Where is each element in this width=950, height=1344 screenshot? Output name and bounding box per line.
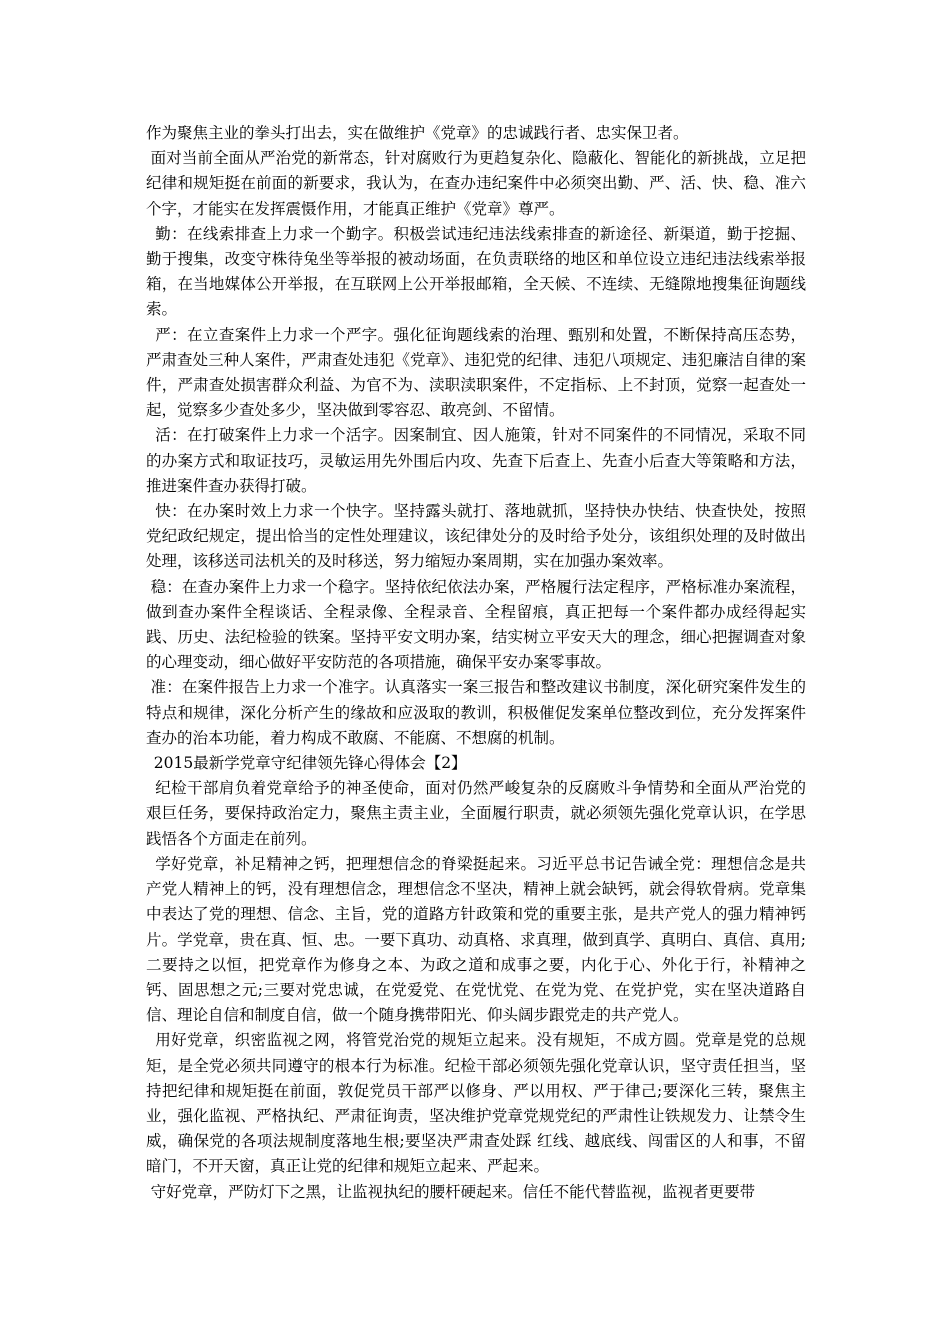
section-heading: 2015最新学党章守纪律领先锋心得体会【2】	[153, 754, 467, 773]
paragraph-new-normal: 面对当前全面从严治党的新常态，针对腐败行为更趋复杂化、隐蔽化、智能化的新挑战，立足把纪律和规矩挺在前面的新要求，我认为，在查办违纪案件中必须突出勤、严、活、快、稳、准六个字，才能实在发挥震慑作用，才能真正维护《党章》尊严。	[146, 149, 806, 218]
paragraph-learn-charter: 学好党章，补足精神之钙，把理想信念的脊梁挺起来。习近平总书记告诫全党：理想信念是共产党人精神上的钙，没有理想信念，理想信念不坚决，精神上就会缺钙，就会得软骨病。党章集中表达了党的理想、信念、主旨，党的道路方针政策和党的重要主张，是共产党人的强力精神钙片。学党章，贵在真、恒、忠。一要下真功、动真格、求真理，做到真学、真明白、真信、真用;二要持之以恒，把党章作为修身之本、为政之道和成事之要，内化于心、外化于行，补精神之钙、固思想之元;三要对党忠诚，在党爱党、在党忧党、在党为党、在党护党，实在坚决道路自信、理论自信和制度自信，做一个随身携带阳光、仰头阔步跟党走的共产党人。	[146, 854, 806, 1025]
paragraph-zhun: 准：在案件报告上力求一个准字。认真落实一案三报告和整改建议书制度，深化研究案件发生的特点和规律，深化分析产生的缘故和应汲取的教训，积极催促发案单位整改到位，充分发挥案件查办的治本功能，着力构成不敢腐、不能腐、不想腐的机制。	[146, 678, 806, 747]
paragraph-wen: 稳：在查办案件上力求一个稳字。坚持依纪依法办案，严格履行法定程序，严格标准办案流程，做到查办案件全程谈话、全程录像、全程录音、全程留痕，真正把每一个案件都办成经得起实践、历史、法纪检验的铁案。坚持平安文明办案，结实树立平安天大的理念，细心把握调查对象的心理变动，细心做好平安防范的各项措施，确保平安办案零事故。	[146, 577, 806, 672]
paragraph-qin: 勤：在线索排查上力求一个勤字。积极尝试违纪违法线索排查的新途径、新渠道，勤于挖掘、勤于搜集，改变守株待兔坐等举报的被动场面，在负责联络的地区和单位设立违纪违法线索举报箱，在当地媒体公开举报，在互联网上公开举报邮箱，全天候、不连续、无缝隙地搜集征询题线索。	[146, 224, 806, 319]
paragraph-kuai: 快：在办案时效上力求一个快字。坚持露头就打、落地就抓，坚持快办快结、快查快处，按照党纪政纪规定，提出恰当的定性处理建议，该纪律处分的及时给予处分，该组织处理的及时做出处理，该移送司法机关的及时移送，努力缩短办案周期，实在加强办案效率。	[146, 502, 806, 571]
paragraph-huo: 活：在打破案件上力求一个活字。因案制宜、因人施策，针对不同案件的不同情况，采取不同的办案方式和取证技巧，灵敏运用先外围后内攻、先查下后查上、先查小后查大等策略和方法，推进案件查办获得打破。	[146, 426, 806, 495]
paragraph-intro-continuation: 作为聚焦主业的拳头打出去，实在做维护《党章》的忠诚践行者、忠实保卫者。	[146, 124, 689, 142]
paragraph-guard-charter: 守好党章，严防灯下之黑，让监视执纪的腰杆硬起来。信任不能代替监视，监视者更要带	[150, 1182, 756, 1201]
document-body	[146, 121, 806, 1205]
paragraph-yan: 严：在立查案件上力求一个严字。强化征询题线索的治理、甄别和处置，不断保持高压态势，严肃查处三种人案件，严肃查处违犯《党章》、违犯党的纪律、违犯八项规定、违犯廉洁自律的案件，严肃查处损害群众利益、为官不为、渎职渎职案件，不定指标、上不封顶，觉察一起查处一起，觉察多少查处多少，坚决做到零容忍、敢亮剑、不留情。	[146, 325, 806, 420]
paragraph-mission: 纪检干部肩负着党章给予的神圣使命，面对仍然严峻复杂的反腐败斗争情势和全面从严治党的艰巨任务，要保持政治定力，聚焦主责主业，全面履行职责，就必须领先强化党章认识，在学思践悟各个方面走在前列。	[146, 779, 806, 848]
paragraph-use-charter: 用好党章，织密监视之网，将管党治党的规矩立起来。没有规矩，不成方圆。党章是党的总规矩，是全党必须共同遵守的根本行为标准。纪检干部必须领先强化党章认识，坚守责任担当，坚持把纪律和规矩挺在前面，敦促党员干部严以修身、严以用权、严于律己;要深化三转，聚焦主业，强化监视、严格执纪、严肃征询责，坚决维护党章党规党纪的严肃性让铁规发力、让禁令生威，确保党的各项法规制度落地生根;要坚决严肃查处踩 红线、越底线、闯雷区的人和事，不留暗门，不开天窗，真正让党的纪律和规矩立起来、严起来。	[146, 1031, 806, 1176]
